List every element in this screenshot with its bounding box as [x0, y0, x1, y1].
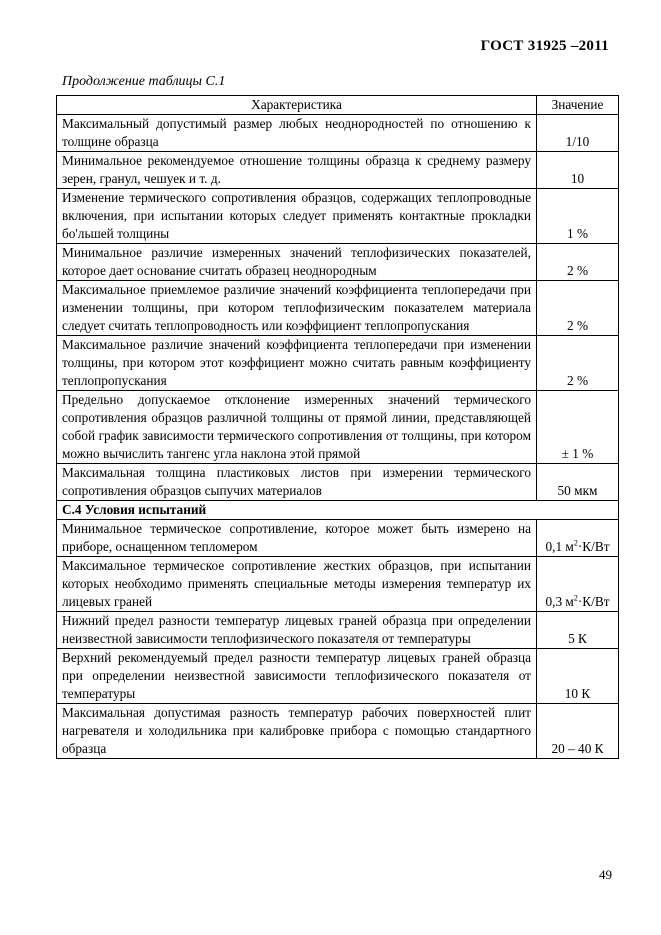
- value-exponent: 2: [573, 593, 578, 603]
- section-row: [57, 501, 619, 520]
- value-unit: ·К/Вт: [577, 594, 610, 609]
- row-text: Максимальный допустимый размер любых неоднородностей по отношению к толщине образца: [57, 115, 537, 152]
- table-row: [57, 152, 619, 189]
- row-text: Минимальное рекомендуемое отношение толщины образца к среднему размеру зерен, гранул, чешуек и т. д.: [57, 152, 537, 189]
- row-text: Изменение термического сопротивления образцов, содержащих теплопроводные включения, при испытании которых следует применять контактные прокладки бо'льшей толщины: [57, 189, 537, 244]
- row-value: 1/10: [537, 115, 619, 152]
- row-value: 2 %: [537, 244, 619, 281]
- row-value: ± 1 %: [537, 391, 619, 464]
- table-row: [57, 649, 619, 704]
- row-value: [537, 557, 619, 612]
- table-row: [57, 281, 619, 336]
- row-text: Предельно допускаемое отклонение измеренных значений термического сопротивления образцов различной толщины от прямой линии, представляющей собой график зависимости термического сопротивления от толщины, при котором можно вычислить тангенс угла наклона этой прямой: [57, 391, 537, 464]
- spec-table: [56, 95, 619, 759]
- row-text: Максимальное приемлемое различие значений коэффициента теплопередачи при изменении толщины, при котором теплофизическим показателем материала следует считать теплопроводность или коэффициент теплопропускания: [57, 281, 537, 336]
- value-number: 0,1 м: [545, 539, 574, 554]
- row-text: Максимальное различие значений коэффициента теплопередачи при изменении толщины, при котором этот коэффициент можно считать равным коэффициенту теплопропускания: [57, 336, 537, 391]
- row-text: Минимальное термическое сопротивление, которое может быть измерено на приборе, оснащенном тепломером: [57, 520, 537, 557]
- table-row: [57, 612, 619, 649]
- table-row: [57, 704, 619, 759]
- row-value: 1 %: [537, 189, 619, 244]
- value-exponent: 2: [573, 538, 578, 548]
- row-value: 50 мкм: [537, 464, 619, 501]
- row-value: 5 К: [537, 612, 619, 649]
- table-row: [57, 464, 619, 501]
- page-number: 49: [599, 867, 612, 882]
- table-header-row: [57, 96, 619, 115]
- value-number: 0,3 м: [545, 594, 574, 609]
- row-value: 10: [537, 152, 619, 189]
- row-value: 10 К: [537, 649, 619, 704]
- row-text: Максимальное термическое сопротивление жестких образцов, при испытании которых необходимо применять специальные методы измерения температур их лицевых граней: [57, 557, 537, 612]
- table-row: [57, 520, 619, 557]
- table-row: [57, 557, 619, 612]
- table-caption: Продолжение таблицы С.1: [62, 74, 226, 89]
- row-value: [537, 520, 619, 557]
- row-value: 2 %: [537, 336, 619, 391]
- row-text: Нижний предел разности температур лицевых граней образца при определении неизвестной зависимости теплофизического показателя от температуры: [57, 612, 537, 649]
- table-row: [57, 336, 619, 391]
- value-unit: ·К/Вт: [577, 539, 610, 554]
- table-row: [57, 391, 619, 464]
- section-title: С.4 Условия испытаний: [57, 501, 619, 520]
- table-row: [57, 189, 619, 244]
- row-text: Верхний рекомендуемый предел разности температур лицевых граней образца при определении неизвестной зависимости теплофизического показателя от температуры: [57, 649, 537, 704]
- row-value: 2 %: [537, 281, 619, 336]
- table-row: [57, 115, 619, 152]
- row-value: 20 – 40 К: [537, 704, 619, 759]
- row-text: Минимальное различие измеренных значений теплофизических показателей, которое дает основание считать образец неоднородным: [57, 244, 537, 281]
- document-code: ГОСТ 31925 –2011: [480, 38, 609, 54]
- table-row: [57, 244, 619, 281]
- row-text: Максимальная толщина пластиковых листов при измерении термического сопротивления образцов сыпучих материалов: [57, 464, 537, 501]
- column-header-characteristic: Характеристика: [57, 96, 537, 115]
- column-header-value: Значение: [537, 96, 619, 115]
- row-text: Максимальная допустимая разность температур рабочих поверхностей плит нагревателя и холодильника при калибровке прибора с помощью стандартного образца: [57, 704, 537, 759]
